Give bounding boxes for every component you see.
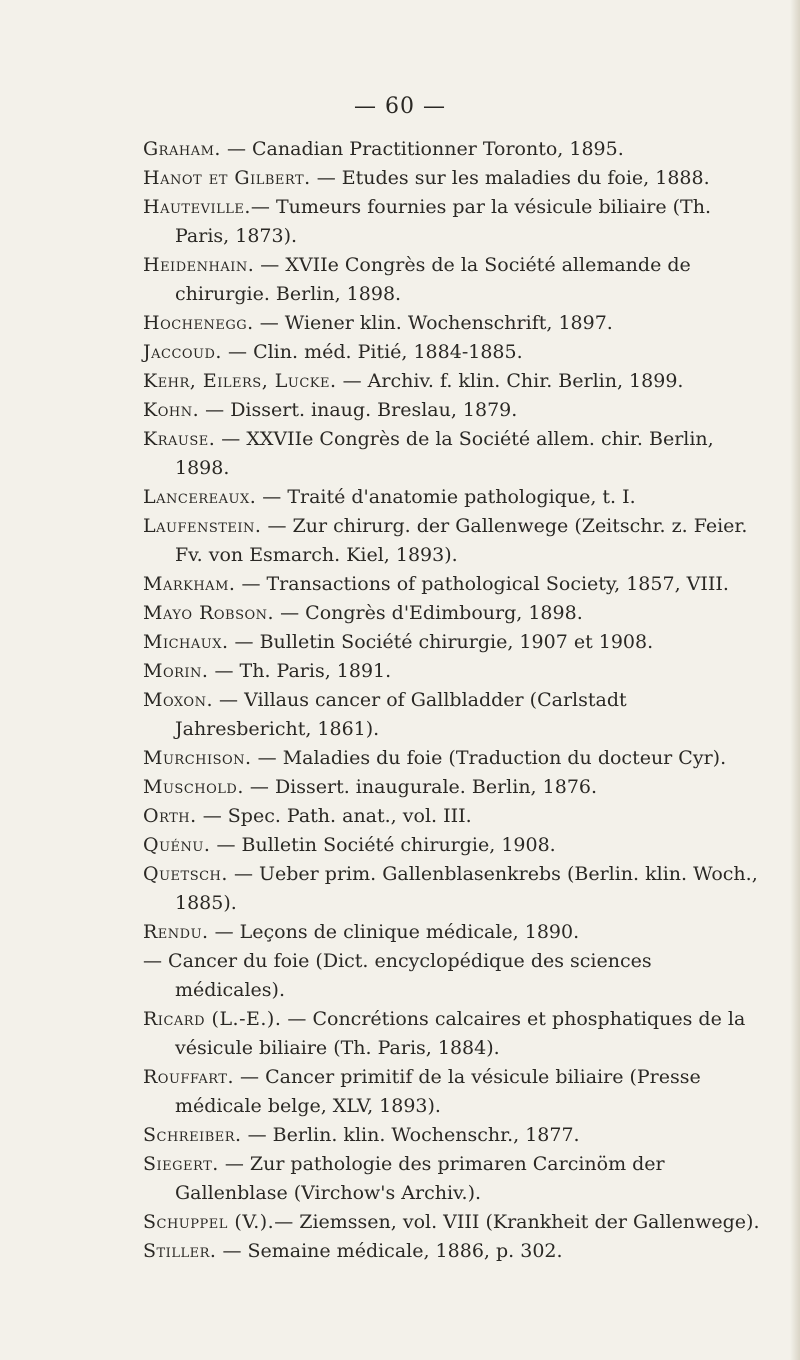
reference-author: Hanot et Gilbert. [143,167,311,189]
reference-text: — Berlin. klin. Wochenschr., 1877. [241,1124,580,1146]
reference-entry [143,831,763,860]
reference-author: Hauteville. [143,196,251,218]
reference-entry [143,947,763,1005]
reference-text: — Clin. méd. Pitié, 1884-1885. [221,341,523,363]
reference-author: Jaccoud. [143,341,222,363]
page-number: — 60 — [354,94,446,119]
reference-text: — Ueber prim. Gallenblasenkrebs (Berlin. klin. Woch., 1885). [175,863,758,914]
reference-author: Morin. [143,660,209,682]
reference-author: Lancereaux. [143,486,257,508]
reference-text: — Villaus cancer of Gallbladder (Carlstadt Jahresbericht, 1861). [175,689,627,740]
reference-text: — Concrétions calcaires et phosphatiques de la vésicule biliaire (Th. Paris, 1884). [175,1008,746,1059]
reference-text: — Tumeurs fournies par la vésicule biliaire (Th. Paris, 1873). [175,196,711,247]
reference-author: Heidenhain. [143,254,255,276]
reference-text: — Cancer primitif de la vésicule biliaire (Presse médicale belge, XLV, 1893). [175,1066,701,1117]
reference-entry [143,686,763,744]
reference-text: — Dissert. inaug. Breslau, 1879. [199,399,518,421]
reference-author: Quetsch. [143,863,228,885]
reference-text: — Dissert. inaugurale. Berlin, 1876. [243,776,598,798]
reference-text: — Bulletin Société chirurgie, 1908. [210,834,556,856]
reference-text: — Ziemssen, vol. VIII (Krankheit der Gallenwege). [274,1211,760,1233]
reference-author: Rouffart. [143,1066,234,1088]
reference-entry [143,918,763,947]
reference-author: Kehr, Eilers, Lucke. [143,370,337,392]
reference-text: — Traité d'anatomie pathologique, t. I. [256,486,636,508]
reference-entry [143,1237,763,1266]
reference-text: — Maladies du foie (Traduction du docteur Cyr). [251,747,727,769]
reference-author: Murchison. [143,747,252,769]
reference-author: Laufenstein. [143,515,262,537]
reference-entry [143,628,763,657]
reference-author: Moxon. [143,689,213,711]
reference-text: — Bulletin Société chirurgie, 1907 et 1908. [228,631,654,653]
reference-entry [143,164,763,193]
reference-author: Hochenegg. [143,312,254,334]
reference-entry [143,1005,763,1063]
reference-entry [143,657,763,686]
reference-author: Krause. [143,428,216,450]
reference-text: — Zur chirurg. der Gallenwege (Zeitschr. z. Feier. Fv. von Esmarch. Kiel, 1893). [175,515,748,566]
reference-entry [143,860,763,918]
reference-entry [143,802,763,831]
reference-author: Rendu. [143,921,209,943]
reference-entry [143,599,763,628]
reference-text: — Wiener klin. Wochenschrift, 1897. [253,312,613,334]
reference-entry [143,483,763,512]
reference-entry [143,1063,763,1121]
reference-author: Kohn. [143,399,200,421]
reference-text: — Archiv. f. klin. Chir. Berlin, 1899. [336,370,684,392]
reference-entry [143,1208,763,1237]
reference-entry [143,367,763,396]
page-edge-shadow [790,0,800,1360]
reference-entry [143,309,763,338]
reference-entry [143,135,763,164]
reference-text: — XVIIe Congrès de la Société allemande de chirurgie. Berlin, 1898. [175,254,691,305]
reference-text: — Zur pathologie des primaren Carcinöm der Gallenblase (Virchow's Archiv.). [175,1153,665,1204]
reference-text: — Spec. Path. anat., vol. III. [196,805,472,827]
reference-text: — Transactions of pathological Society, 1857, VIII. [235,573,729,595]
reference-author: Graham. [143,138,221,160]
reference-entry [143,396,763,425]
reference-author: Quénu. [143,834,211,856]
reference-entry [143,773,763,802]
reference-entry [143,512,763,570]
reference-author: Orth. [143,805,197,827]
reference-entry [143,193,763,251]
reference-author: Stiller. [143,1240,217,1262]
reference-author: Mayo Robson. [143,602,275,624]
reference-author: Siegert. [143,1153,219,1175]
reference-text: — Semaine médicale, 1886, p. 302. [216,1240,563,1262]
reference-entry [143,744,763,773]
reference-text: — XXVIIe Congrès de la Société allem. chir. Berlin, 1898. [175,428,714,479]
reference-text: — Cancer du foie (Dict. encyclopédique des sciences médicales). [143,950,652,1001]
reference-entry [143,570,763,599]
reference-author: Markham. [143,573,236,595]
bibliography-list [143,135,763,1266]
reference-author: Muschold. [143,776,244,798]
reference-author: Ricard (L.-E.). [143,1008,282,1030]
reference-text: — Congrès d'Edimbourg, 1898. [274,602,583,624]
reference-text: — Canadian Practitionner Toronto, 1895. [220,138,624,160]
reference-author: Schreiber. [143,1124,242,1146]
reference-entry [143,1121,763,1150]
reference-entry [143,1150,763,1208]
reference-entry [143,338,763,367]
reference-entry [143,425,763,483]
reference-text: — Leçons de clinique médicale, 1890. [208,921,580,943]
reference-entry [143,251,763,309]
reference-text: — Th. Paris, 1891. [208,660,392,682]
reference-author: Schuppel (V.). [143,1211,275,1233]
reference-text: — Etudes sur les maladies du foie, 1888. [310,167,710,189]
reference-author: Michaux. [143,631,229,653]
